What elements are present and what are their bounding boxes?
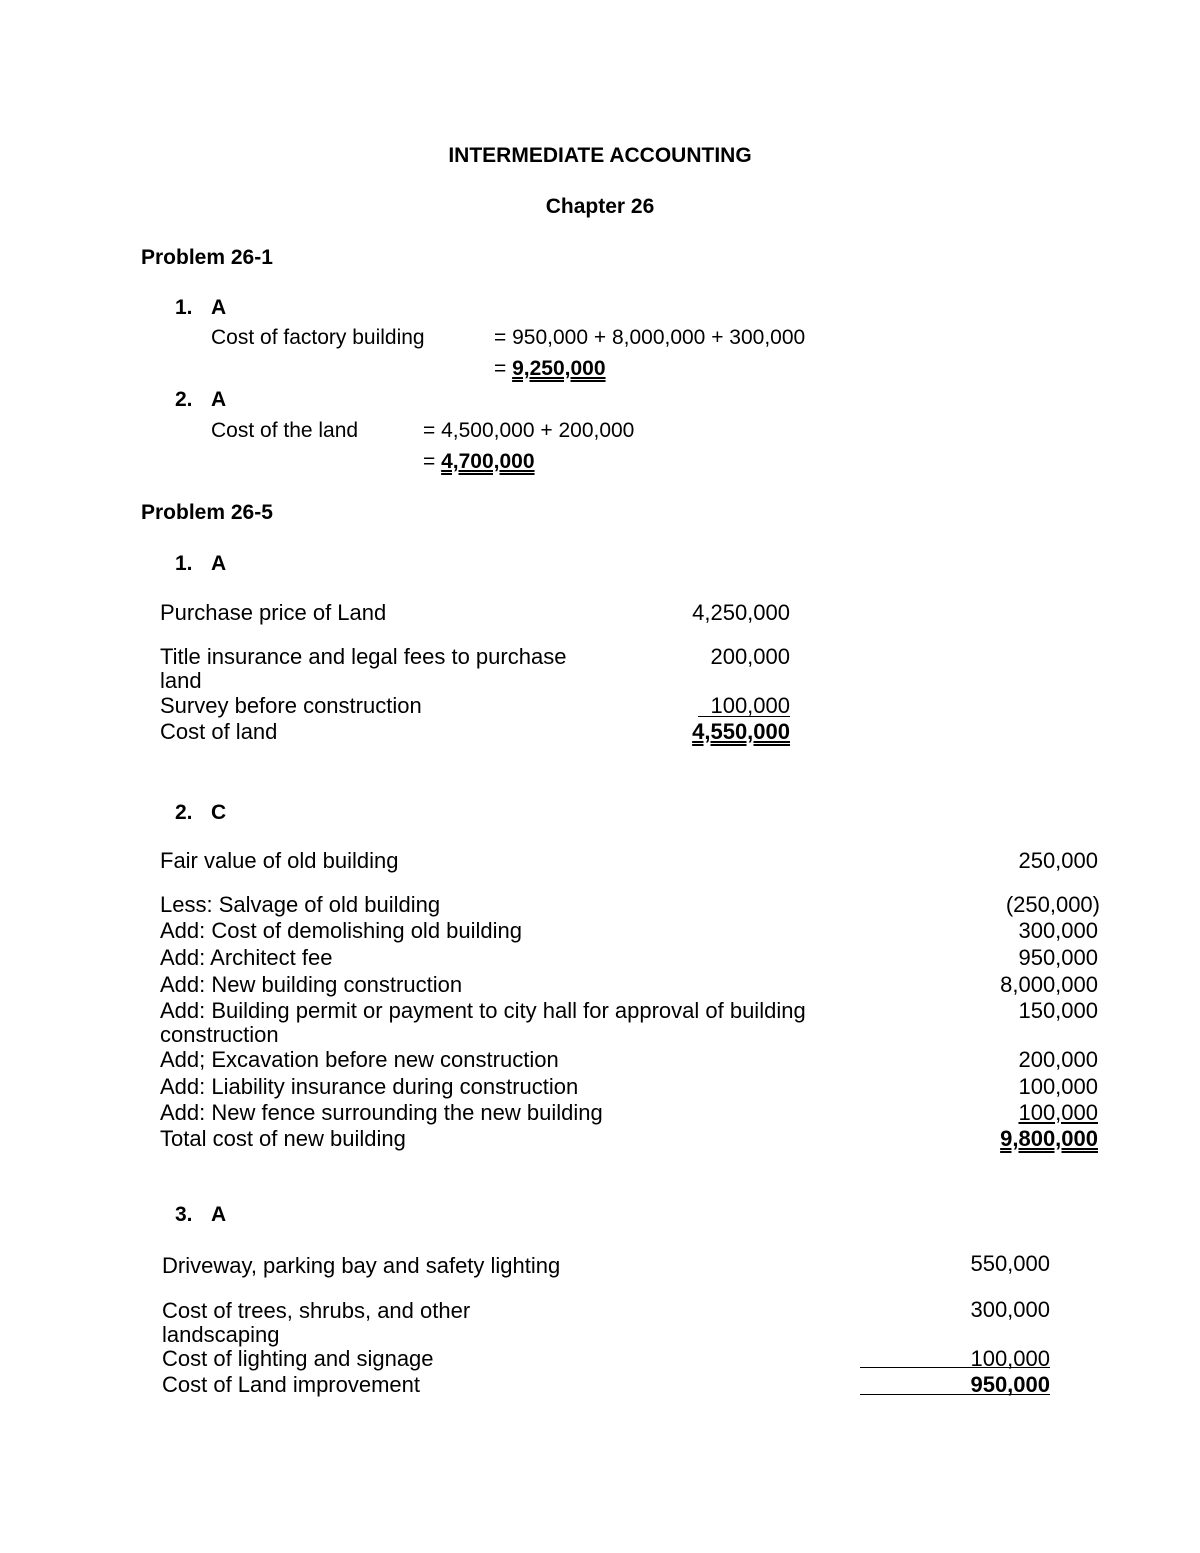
p5-q1-answer: A <box>211 552 227 575</box>
p5-q2-row-value: 100,000 <box>1018 1074 1098 1099</box>
p5-q3-row-label: Driveway, parking bay and safety lighting <box>162 1253 561 1278</box>
p5-q2-total-label: Total cost of new building <box>160 1126 406 1151</box>
p5-q2-row-value: 8,000,000 <box>1000 972 1098 997</box>
p1-q1-result: 9,250,000 <box>512 357 606 380</box>
p5-q2-row-label: Add: New fence surrounding the new building <box>160 1100 603 1125</box>
p5-q2-row-value: 250,000 <box>1018 848 1098 873</box>
chapter-title: Chapter 26 <box>545 195 655 218</box>
p5-q1-row-label: Survey before construction <box>160 693 422 718</box>
p5-q3-row-value: 300,000 <box>970 1297 1050 1322</box>
p5-q3-number: 3. <box>175 1203 193 1226</box>
p5-q2-number: 2. <box>175 801 193 824</box>
p5-q2-row-value: (250,000) <box>1005 892 1100 917</box>
p1-q2-answer: A <box>211 388 227 411</box>
p5-q2-row-label-cont: construction <box>160 1022 279 1047</box>
p1-q1-expression: = 950,000 + 8,000,000 + 300,000 <box>494 326 806 349</box>
p5-q1-total-value: 4,550,000 <box>692 719 790 744</box>
p5-q2-row-label: Less: Salvage of old building <box>160 892 441 917</box>
p5-q2-row-value: 150,000 <box>1018 998 1098 1023</box>
p1-q2-label: Cost of the land <box>211 419 359 442</box>
p5-q3-total-value: 950,000 <box>970 1372 1050 1397</box>
p5-q1-number: 1. <box>175 552 193 575</box>
document-title: INTERMEDIATE ACCOUNTING <box>448 144 752 167</box>
p5-q2-row-label: Add: Liability insurance during construction <box>160 1074 579 1099</box>
p1-q2-expression: = 4,500,000 + 200,000 <box>423 419 635 442</box>
p5-q1-row-label-cont: land <box>160 668 202 693</box>
p5-q2-row-label: Fair value of old building <box>160 848 399 873</box>
p5-q2-row-label: Add: Building permit or payment to city hall for approval of building <box>160 998 806 1023</box>
p5-q3-subtotal-rule <box>860 1367 1050 1368</box>
p5-q3-row-label: Cost of trees, shrubs, and other <box>162 1298 471 1323</box>
p1-q2-equals: = <box>423 450 436 473</box>
p5-q3-row-label-cont: landscaping <box>162 1322 280 1347</box>
p5-q2-row-value: 200,000 <box>1018 1047 1098 1072</box>
p5-q1-row-value: 200,000 <box>710 644 790 669</box>
p1-q1-number: 1. <box>175 296 193 319</box>
p5-q2-row-label: Add; Excavation before new construction <box>160 1047 559 1072</box>
p5-q1-total-label: Cost of land <box>160 719 278 744</box>
p5-q2-total-value: 9,800,000 <box>1000 1126 1098 1151</box>
p5-q2-row-value: 950,000 <box>1018 945 1098 970</box>
p1-q2-result: 4,700,000 <box>441 450 535 473</box>
p5-q2-row-label: Add: New building construction <box>160 972 463 997</box>
p5-q3-row-value: 100,000 <box>970 1346 1050 1371</box>
p5-q1-row-value: 100,000 <box>710 693 790 718</box>
p5-q1-row-label: Title insurance and legal fees to purchase <box>160 644 567 669</box>
p5-q2-row-value: 100,000 <box>1018 1100 1098 1125</box>
p5-q1-subtotal-rule <box>698 716 790 717</box>
p5-q1-row-value: 4,250,000 <box>692 600 790 625</box>
p5-q3-row-value: 550,000 <box>970 1251 1050 1276</box>
problem-26-1-heading: Problem 26-1 <box>141 246 273 269</box>
p5-q1-row-label: Purchase price of Land <box>160 600 387 625</box>
p5-q2-row-label: Add: Architect fee <box>160 945 333 970</box>
p5-q3-row-label: Cost of lighting and signage <box>162 1346 434 1371</box>
p5-q2-answer: C <box>211 801 227 824</box>
p1-q1-equals: = <box>494 357 507 380</box>
p5-q3-total-label: Cost of Land improvement <box>162 1372 421 1397</box>
problem-26-5-heading: Problem 26-5 <box>141 501 273 524</box>
p5-q2-row-value: 300,000 <box>1018 918 1098 943</box>
p5-q3-total-rule <box>860 1394 1050 1395</box>
p5-q2-row-label: Add: Cost of demolishing old building <box>160 918 523 943</box>
p1-q1-label: Cost of factory building <box>211 326 425 349</box>
p1-q2-number: 2. <box>175 388 193 411</box>
p1-q1-answer: A <box>211 296 227 319</box>
p5-q3-answer: A <box>211 1203 227 1226</box>
